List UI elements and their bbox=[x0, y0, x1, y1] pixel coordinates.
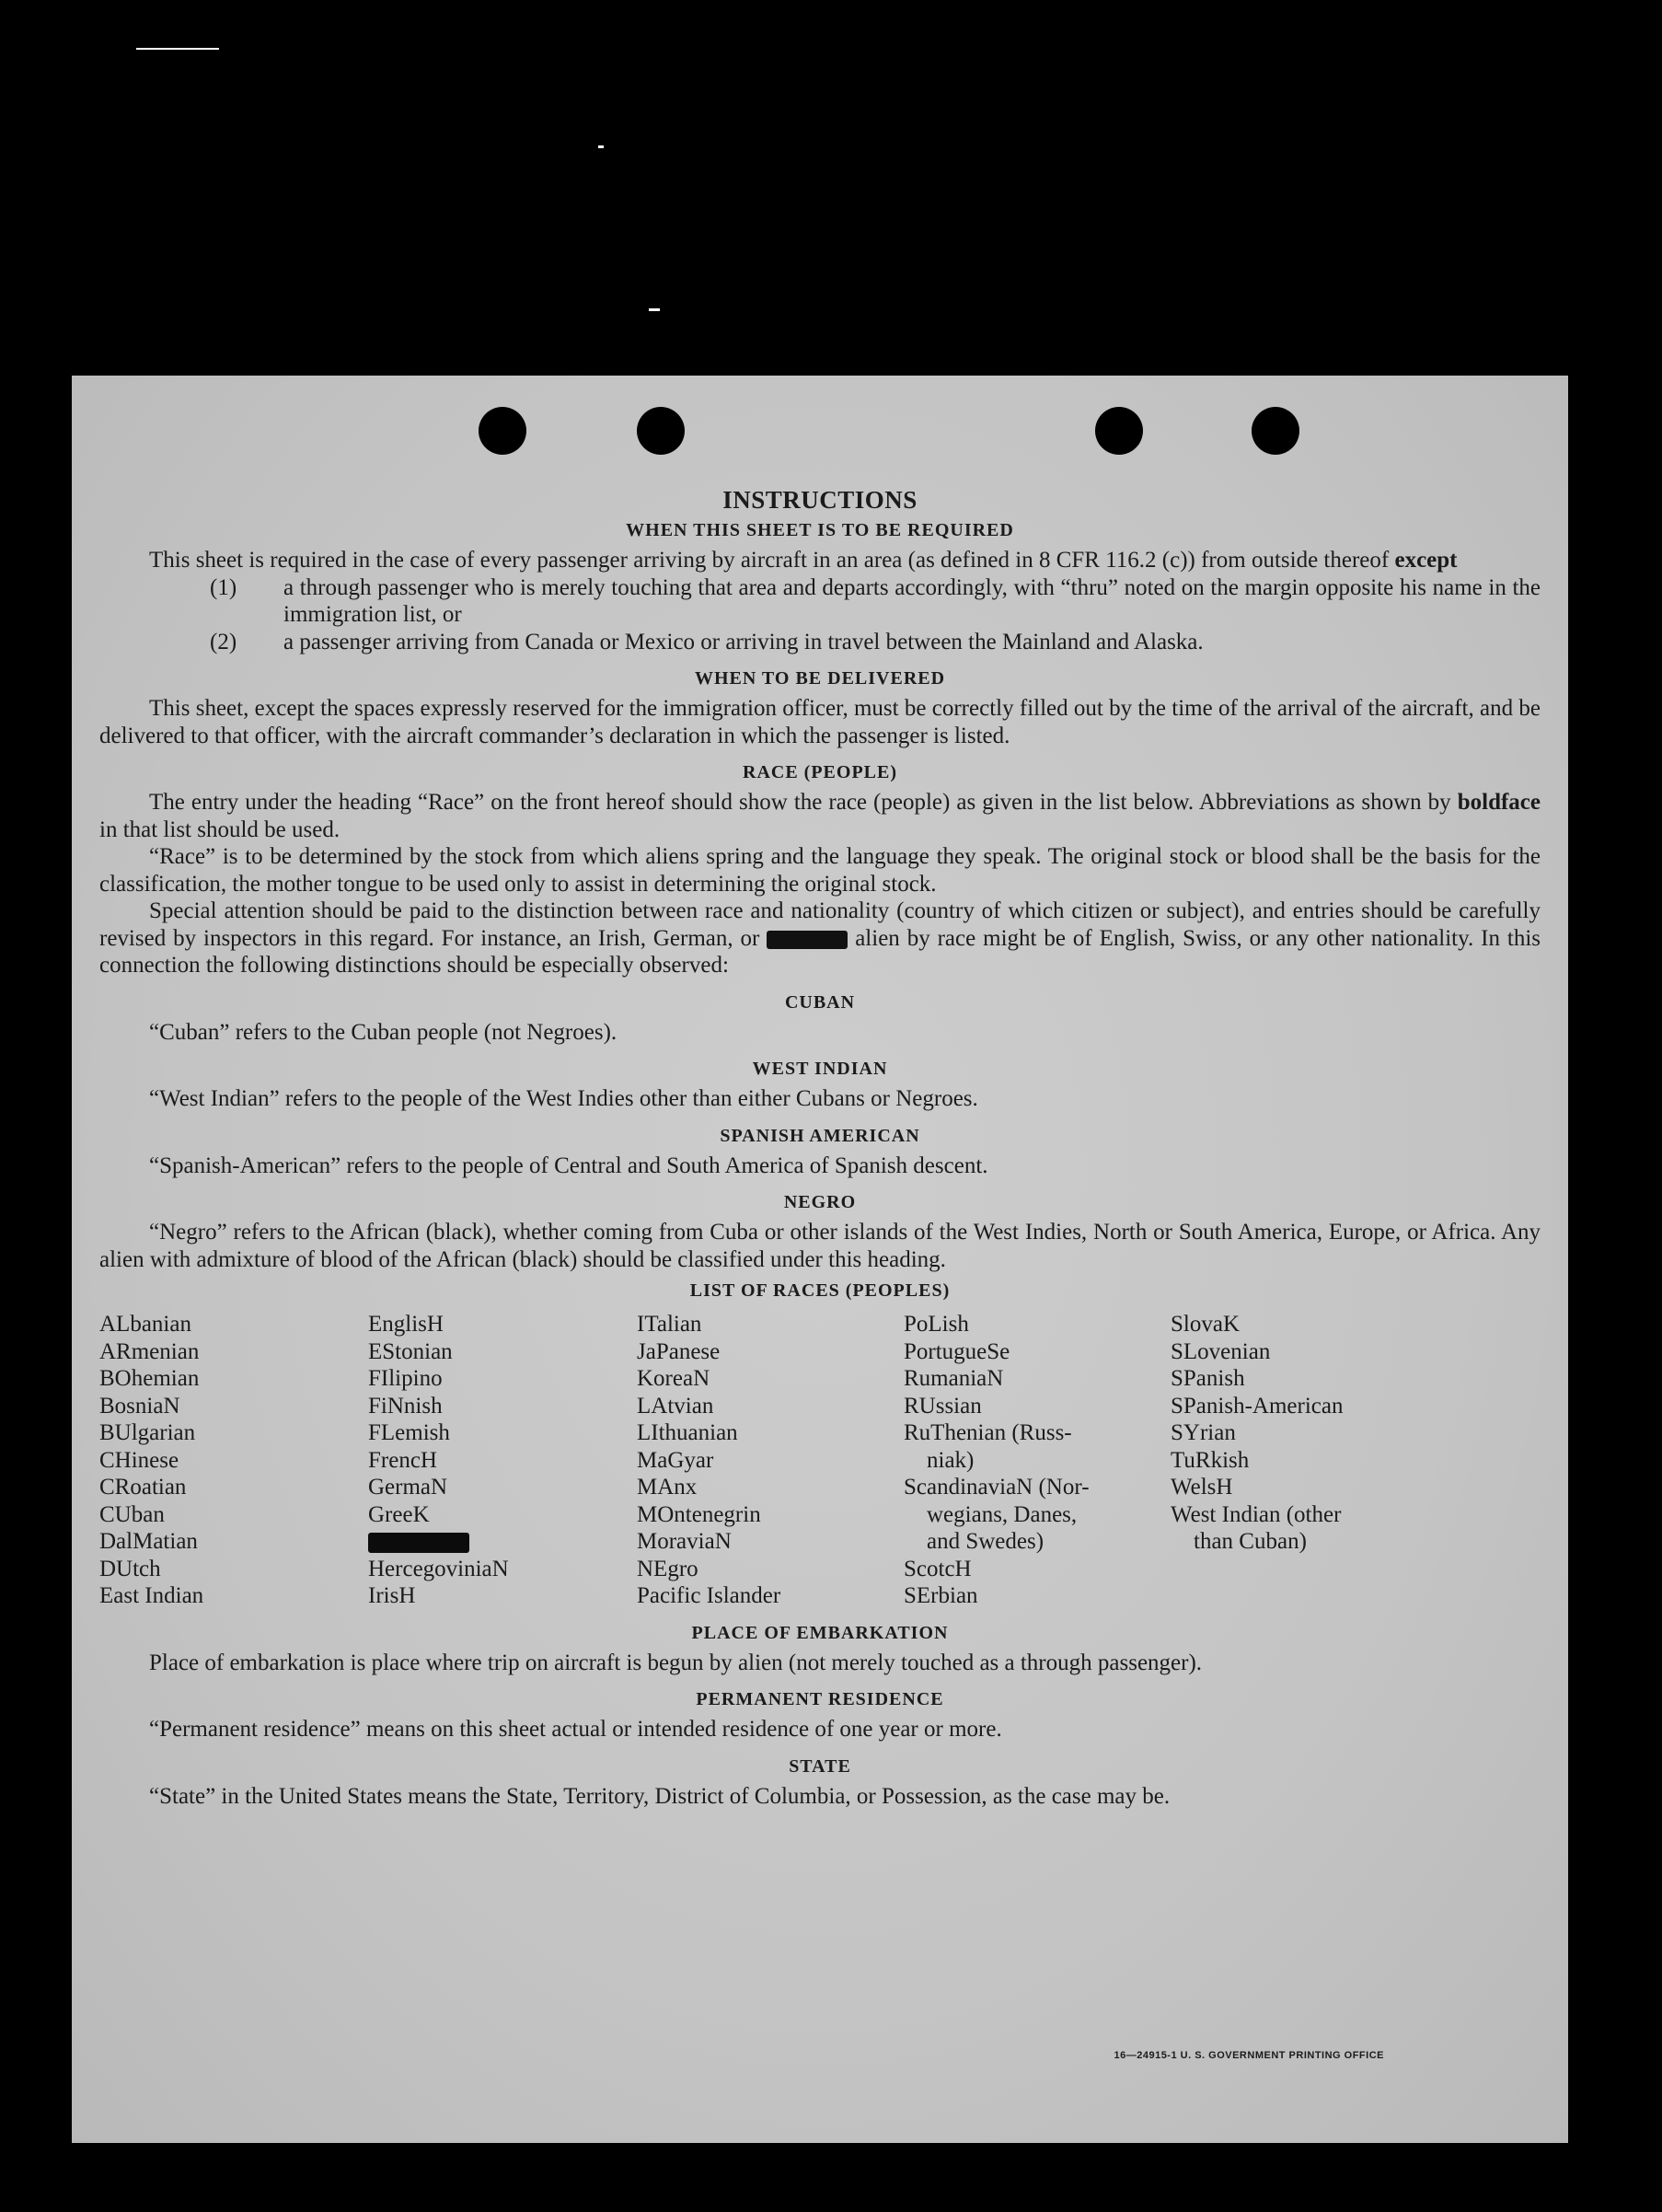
instructions-body bbox=[99, 486, 1541, 1810]
heading-spanish-american: SPANISH AMERICAN bbox=[720, 1125, 920, 1146]
punch-hole bbox=[637, 407, 685, 455]
race-item: ScandinaviaN (Nor- bbox=[904, 1475, 1090, 1500]
races-column bbox=[904, 1311, 1171, 1610]
race-item: BUlgarian bbox=[99, 1420, 196, 1445]
race-item: FIlipino bbox=[368, 1366, 443, 1391]
race-item: Pacific Islander bbox=[637, 1583, 781, 1608]
heading-state: STATE bbox=[789, 1755, 851, 1777]
race-item: LAtvian bbox=[637, 1393, 714, 1419]
race-item: BosniaN bbox=[99, 1393, 180, 1419]
race-item: niak) bbox=[904, 1447, 975, 1473]
race-item: and Swedes) bbox=[904, 1529, 1045, 1554]
race-item: ScotcH bbox=[904, 1556, 972, 1581]
race-item: CHinese bbox=[99, 1447, 179, 1473]
race-item: LIthuanian bbox=[637, 1420, 738, 1445]
punch-hole bbox=[1252, 407, 1299, 455]
race-item: MoraviaN bbox=[637, 1529, 732, 1554]
race-item: MOntenegrin bbox=[637, 1501, 761, 1527]
race-item: RuThenian (Russ- bbox=[904, 1420, 1072, 1445]
race-item: PortugueSe bbox=[904, 1338, 1010, 1364]
race-item: TuRkish bbox=[1171, 1447, 1250, 1473]
races-table bbox=[99, 1311, 1541, 1610]
race-item: SPanish-American bbox=[1171, 1393, 1344, 1419]
heading-list-of-races: LIST OF RACES (PEOPLES) bbox=[689, 1280, 951, 1301]
race-item: East Indian bbox=[99, 1583, 204, 1608]
race-item: ARmenian bbox=[99, 1338, 200, 1364]
redaction-mark bbox=[767, 931, 848, 949]
paragraph-race-3: Special attention should be paid to the distinction between race and nationality (country of which citizen or subject), and entries should be carefully revised by inspectors in this regard. For instance, an Irish, German, or alien by race might be of English, Swiss, or any other nationality. In this connection the following distinctions should be especially observed: bbox=[99, 898, 1541, 978]
heading-cuban: CUBAN bbox=[784, 991, 856, 1013]
paragraph-when-required: This sheet is required in the case of every passenger arriving by aircraft in an area (as defined in 8 CFR 116.2 (c)) from outside thereof except bbox=[149, 548, 1458, 573]
races-column bbox=[368, 1311, 637, 1610]
race-item: ITalian bbox=[637, 1312, 702, 1337]
race-item-redacted bbox=[368, 1528, 637, 1556]
race-item: FLemish bbox=[368, 1420, 450, 1445]
race-item: CUban bbox=[99, 1501, 165, 1527]
heading-negro: NEGRO bbox=[783, 1192, 857, 1212]
paragraph-permanent-residence: “Permanent residence” means on this sheet actual or intended residence of one year or more. bbox=[149, 1717, 1002, 1742]
redaction-mark bbox=[368, 1533, 469, 1553]
race-item: SYrian bbox=[1171, 1420, 1236, 1445]
race-item: SlovaK bbox=[1171, 1312, 1240, 1337]
paragraph-when-delivered: This sheet, except the spaces expressly reserved for the immigration officer, must be correctly filled out by the time of the arrival of the aircraft, and be delivered to that officer, with the aircraft commander’s declaration in which the passenger is listed. bbox=[99, 696, 1541, 748]
race-item: MaGyar bbox=[637, 1447, 714, 1473]
paragraph-state: “State” in the United States means the State, Territory, District of Columbia, or Possession, as the case may be. bbox=[149, 1783, 1171, 1809]
list-item: (2) a passenger arriving from Canada or Mexico or arriving in travel between the Mainland and Alaska. bbox=[210, 629, 1204, 654]
film-artifact bbox=[136, 48, 219, 50]
punch-hole bbox=[1095, 407, 1143, 455]
paragraph-west-indian: “West Indian” refers to the people of the West Indies other than either Cubans or Negroes. bbox=[149, 1086, 978, 1111]
race-item: ALbanian bbox=[99, 1312, 191, 1337]
film-artifact bbox=[649, 308, 660, 311]
race-item: FiNnish bbox=[368, 1393, 443, 1419]
heading-race: RACE (PEOPLE) bbox=[743, 762, 897, 782]
race-item: HercegoviniaN bbox=[368, 1556, 509, 1581]
race-item: BOhemian bbox=[99, 1366, 200, 1391]
race-item: JaPanese bbox=[637, 1338, 721, 1364]
race-item: SErbian bbox=[904, 1583, 978, 1608]
paragraph-race-2: “Race” is to be determined by the stock from which aliens spring and the language they speak. The original stock or blood shall be the basis for the classification, the mother tongue to be used only to assist in determining the original stock. bbox=[99, 844, 1541, 897]
heading-west-indian: WEST INDIAN bbox=[752, 1059, 888, 1079]
race-item: WelsH bbox=[1171, 1475, 1233, 1500]
race-item: wegians, Danes, bbox=[904, 1501, 1078, 1527]
paragraph-cuban: “Cuban” refers to the Cuban people (not Negroes). bbox=[149, 1019, 617, 1045]
races-column bbox=[1171, 1311, 1437, 1610]
race-item: PoLish bbox=[904, 1312, 969, 1337]
race-item: NEgro bbox=[637, 1556, 698, 1581]
heading-when-delivered: WHEN TO BE DELIVERED bbox=[694, 668, 946, 689]
race-item: MAnx bbox=[637, 1475, 698, 1500]
race-item: RumaniaN bbox=[904, 1366, 1004, 1391]
heading-permanent-residence: PERMANENT RESIDENCE bbox=[696, 1689, 944, 1709]
heading-when-required: WHEN THIS SHEET IS TO BE REQUIRED bbox=[626, 520, 1014, 540]
race-item: IrisH bbox=[368, 1583, 416, 1608]
races-column bbox=[99, 1311, 368, 1610]
paragraph-negro: “Negro” refers to the African (black), whether coming from Cuba or other islands of the West Indies, North or South America, Europe, or Africa. Any alien with admixture of blood of the African (black) should be classified under this heading. bbox=[99, 1220, 1541, 1272]
paragraph-race-1: The entry under the heading “Race” on the front hereof should show the race (people) as given in the list below. Abbreviations as shown by boldface in that list should be used. bbox=[99, 790, 1541, 842]
race-item: SLovenian bbox=[1171, 1338, 1271, 1364]
race-item: FrencH bbox=[368, 1447, 437, 1473]
race-item: EnglisH bbox=[368, 1312, 444, 1337]
race-item: CRoatian bbox=[99, 1475, 187, 1500]
document-page bbox=[72, 376, 1568, 2143]
printing-office-code: 16—24915-1 U. S. GOVERNMENT PRINTING OFFICE bbox=[1114, 2050, 1384, 2061]
paragraph-embarkation: Place of embarkation is place where trip on aircraft is begun by alien (not merely touched as a through passenger). bbox=[149, 1650, 1203, 1675]
paragraph-spanish-american: “Spanish-American” refers to the people of Central and South America of Spanish descent. bbox=[149, 1152, 988, 1178]
race-item: KoreaN bbox=[637, 1366, 710, 1391]
race-item: SPanish bbox=[1171, 1366, 1245, 1391]
race-item: DalMatian bbox=[99, 1529, 198, 1554]
race-item: than Cuban) bbox=[1171, 1529, 1307, 1554]
punch-hole bbox=[479, 407, 526, 455]
race-item: RUssian bbox=[904, 1393, 982, 1419]
film-artifact bbox=[598, 145, 604, 148]
race-item: GreeK bbox=[368, 1501, 430, 1527]
list-item: (1) a through passenger who is merely touching that area and departs accordingly, with “thru” noted on the margin opposite his name in the immigration list, or bbox=[210, 574, 1541, 627]
races-column bbox=[637, 1311, 904, 1610]
race-item: DUtch bbox=[99, 1556, 161, 1581]
race-item: GermaN bbox=[368, 1475, 448, 1500]
page-title: INSTRUCTIONS bbox=[722, 486, 918, 514]
heading-embarkation: PLACE OF EMBARKATION bbox=[691, 1622, 949, 1643]
race-item: West Indian (other bbox=[1171, 1501, 1342, 1527]
race-item: EStonian bbox=[368, 1338, 453, 1364]
